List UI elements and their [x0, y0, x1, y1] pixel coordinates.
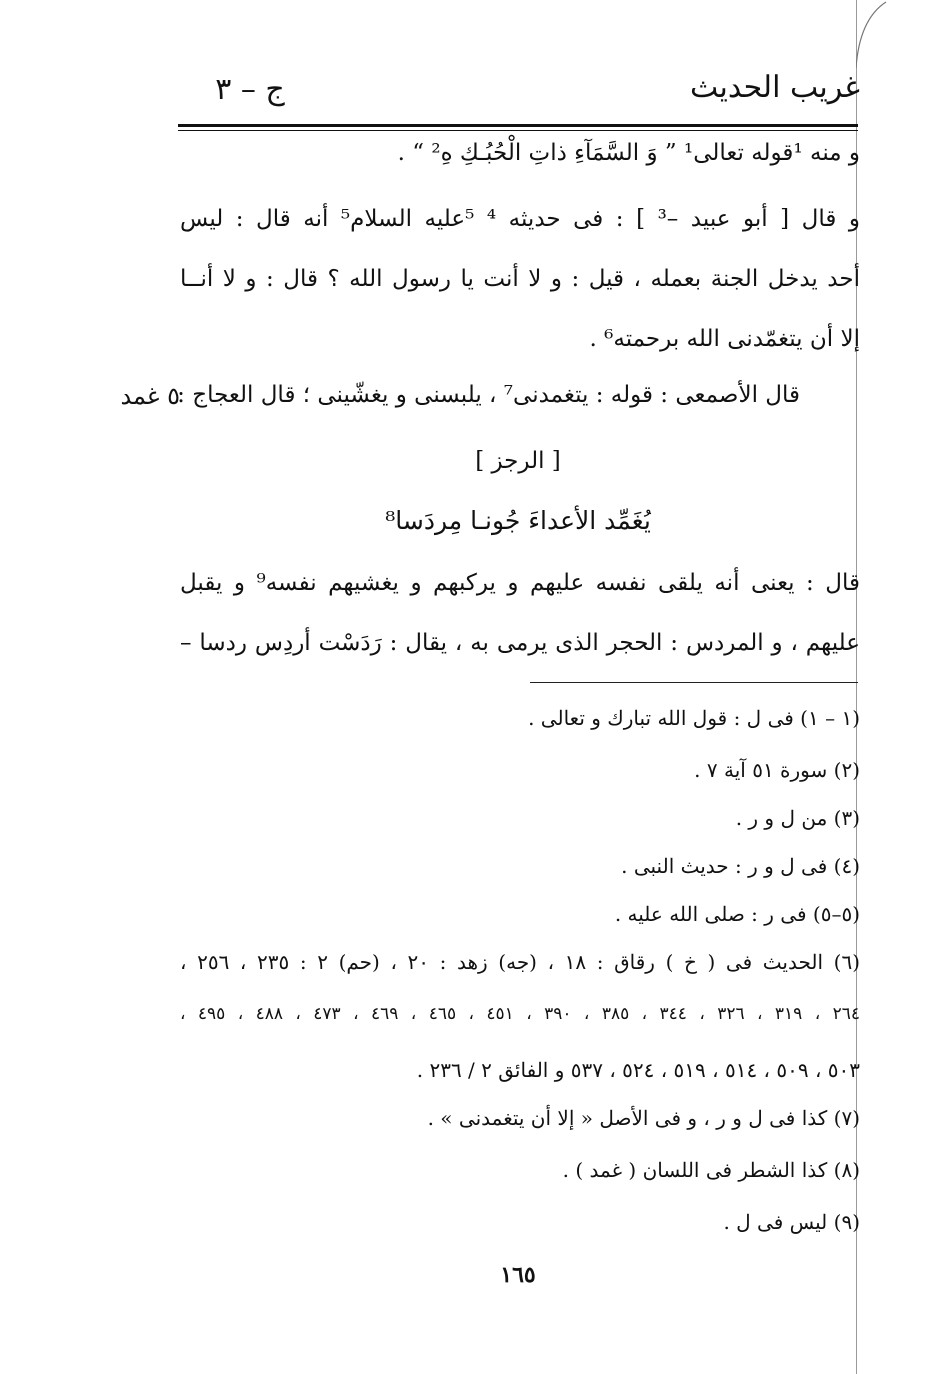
footnote-7: (٧) كذا فى ل و ر ، و فى الأصل « إلا أن يتغمدنى » . — [427, 1106, 860, 1130]
body-line-3: أحد يدخل الجنة بعمله ، قيل : و لا أنت يا رسول الله ؟ قال : و لا أنــا — [180, 266, 860, 292]
header-rule-thin — [178, 130, 858, 131]
body-line-6: قال : يعنى أنه يلقى نفسه عليهم و يركبهم و يغشيهم نفسه⁹ و يقبل — [180, 570, 860, 596]
running-title: غريب الحديث — [690, 70, 860, 105]
footnote-6: (٦) الحديث فى ( خ ) رقاق : ١٨ ، (جه) زهد : ٢٠ ، (حم) ٢ : ٢٣٥ ، ٢٥٦ ، — [180, 950, 861, 974]
margin-note: ٥ غمد — [120, 382, 180, 410]
footnote-2: (٢) سورة ٥١ آية ٧ . — [694, 758, 860, 782]
body-line-4: إلا أن يتغمّدنى الله برحمته⁶ . — [589, 326, 860, 352]
page-number: ١٦٥ — [500, 1262, 536, 1288]
footnote-5: (٥–٥) فى ر : صلى الله عليه . — [614, 902, 860, 926]
header-rule-thick — [178, 124, 858, 127]
running-volume: ج – ٣ — [215, 72, 285, 107]
body-line-1: و منه ¹قوله تعالى¹ ” وَ السَّمَآءِ ذاتِ الْحُبُـكِ هِ² “ . — [397, 140, 860, 166]
footnote-6-cont-2: ٥٠٣ ، ٥٠٩ ، ٥١٤ ، ٥١٩ ، ٥٢٤ ، ٥٣٧ و الفائق ٢ / ٢٣٦ . — [416, 1058, 860, 1082]
body-line-2: و قال [ أبو عبيد –³ ] : فى حديثه ⁴ ⁵عليه السلام⁵ أنه قال : ليس — [180, 206, 861, 232]
footnote-8: (٨) كذا الشطر فى اللسان ( غمد ) . — [562, 1158, 860, 1182]
body-line-5: قال الأصمعى : قوله : يتغمدنى⁷ ، يلبسنى و يغشّينى ؛ قال العجاج : — [177, 382, 800, 408]
verse-line: يُغَمِّد الأعداءَ جُونـا مِردَسا⁸ — [385, 506, 651, 535]
footnote-6-cont-1: ٢٦٤ ، ٣١٩ ، ٣٢٦ ، ٣٤٤ ، ٣٨٥ ، ٣٩٠ ، ٤٥١ ، ٤٦٥ ، ٤٦٩ ، ٤٧٣ ، ٤٨٨ ، ٤٩٥ ، — [180, 1004, 861, 1024]
body-line-7: عليهم ، و المردس : الحجر الذى يرمى به ، يقال : رَدَسْت أردِس ردسا – — [180, 630, 860, 656]
footnote-4: (٤) فى ل و ر : حديث النبى . — [621, 854, 860, 878]
page-curl-mark — [856, 0, 938, 70]
verse-meter: [ الرجز ] — [475, 448, 561, 474]
footnote-1: (١ – ١) فى ل : قول الله تبارك و تعالى . — [528, 706, 860, 730]
footnote-separator — [530, 682, 858, 683]
footnote-9: (٩) ليس فى ل . — [723, 1210, 860, 1234]
footnote-3: (٣) من ل و ر . — [735, 806, 860, 830]
